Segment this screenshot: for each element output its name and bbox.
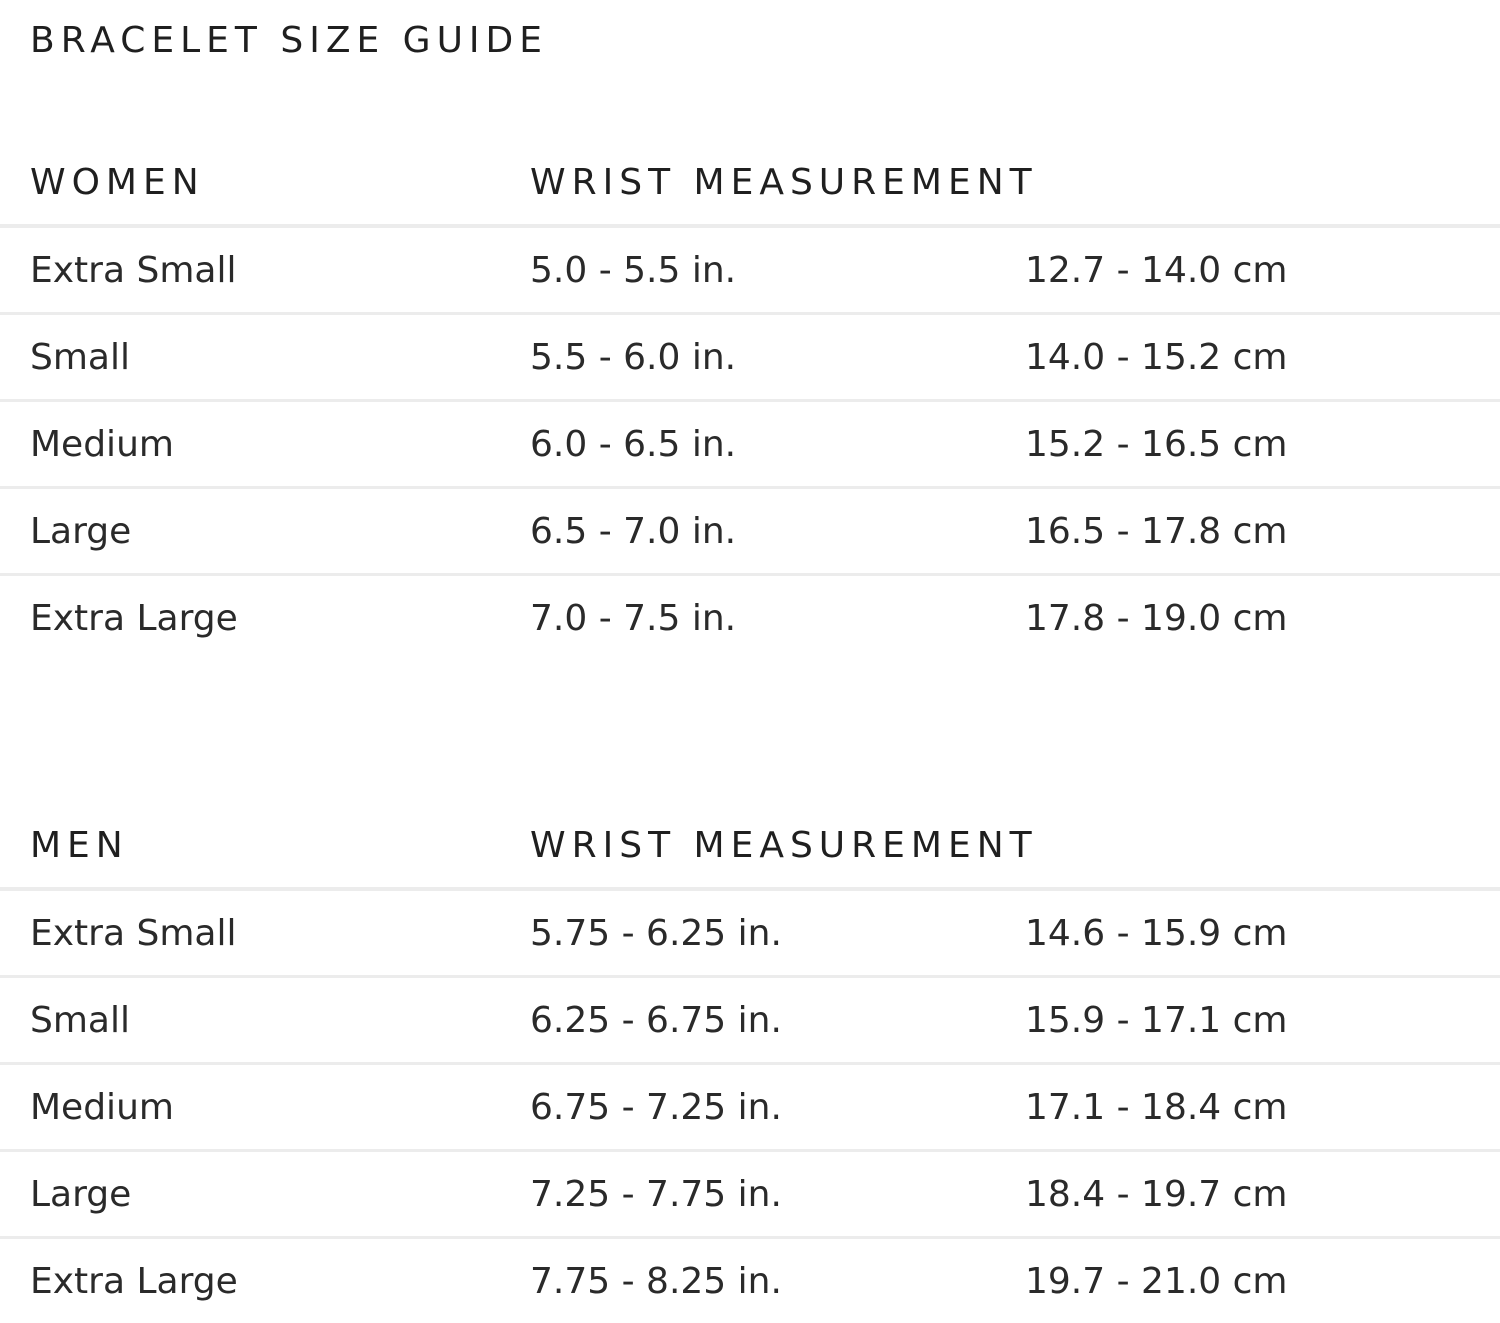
cm-range: 12.7 - 14.0 cm [1025, 250, 1288, 291]
cm-range: 17.1 - 18.4 cm [1025, 1087, 1288, 1128]
size-label: Extra Small [30, 913, 237, 954]
table-row [0, 891, 1500, 978]
cm-range: 15.9 - 17.1 cm [1025, 1000, 1288, 1041]
men-size-table [0, 813, 1500, 1323]
size-label: Small [30, 337, 130, 378]
table-row [0, 1152, 1500, 1239]
cm-range: 15.2 - 16.5 cm [1025, 424, 1288, 465]
women-size-table [0, 150, 1500, 660]
size-label: Small [30, 1000, 130, 1041]
inches-range: 6.75 - 7.25 in. [530, 1087, 782, 1128]
table-row [0, 576, 1500, 660]
size-label: Large [30, 511, 132, 552]
inches-range: 7.25 - 7.75 in. [530, 1174, 782, 1215]
table-header-row [0, 150, 1500, 228]
table-row [0, 1239, 1500, 1323]
cm-range: 19.7 - 21.0 cm [1025, 1261, 1288, 1302]
table-row [0, 228, 1500, 315]
cm-range: 14.6 - 15.9 cm [1025, 913, 1288, 954]
women-column-header: WOMEN [30, 162, 205, 203]
inches-range: 5.75 - 6.25 in. [530, 913, 782, 954]
table-row [0, 489, 1500, 576]
table-row [0, 402, 1500, 489]
men-column-header: MEN [30, 825, 129, 866]
cm-range: 14.0 - 15.2 cm [1025, 337, 1288, 378]
table-header-row [0, 813, 1500, 891]
page-title: BRACELET SIZE GUIDE [30, 20, 549, 61]
cm-range: 16.5 - 17.8 cm [1025, 511, 1288, 552]
size-label: Extra Large [30, 1261, 238, 1302]
size-label: Extra Large [30, 598, 238, 639]
size-label: Extra Small [30, 250, 237, 291]
inches-range: 5.5 - 6.0 in. [530, 337, 737, 378]
inches-range: 6.25 - 6.75 in. [530, 1000, 782, 1041]
size-label: Large [30, 1174, 132, 1215]
wrist-measurement-column-header: WRIST MEASUREMENT [530, 825, 1038, 866]
inches-range: 6.5 - 7.0 in. [530, 511, 737, 552]
cm-range: 18.4 - 19.7 cm [1025, 1174, 1288, 1215]
inches-range: 7.75 - 8.25 in. [530, 1261, 782, 1302]
size-label: Medium [30, 424, 174, 465]
cm-range: 17.8 - 19.0 cm [1025, 598, 1288, 639]
inches-range: 5.0 - 5.5 in. [530, 250, 737, 291]
table-row [0, 1065, 1500, 1152]
table-row [0, 315, 1500, 402]
size-label: Medium [30, 1087, 174, 1128]
table-row [0, 978, 1500, 1065]
inches-range: 7.0 - 7.5 in. [530, 598, 737, 639]
wrist-measurement-column-header: WRIST MEASUREMENT [530, 162, 1038, 203]
inches-range: 6.0 - 6.5 in. [530, 424, 737, 465]
